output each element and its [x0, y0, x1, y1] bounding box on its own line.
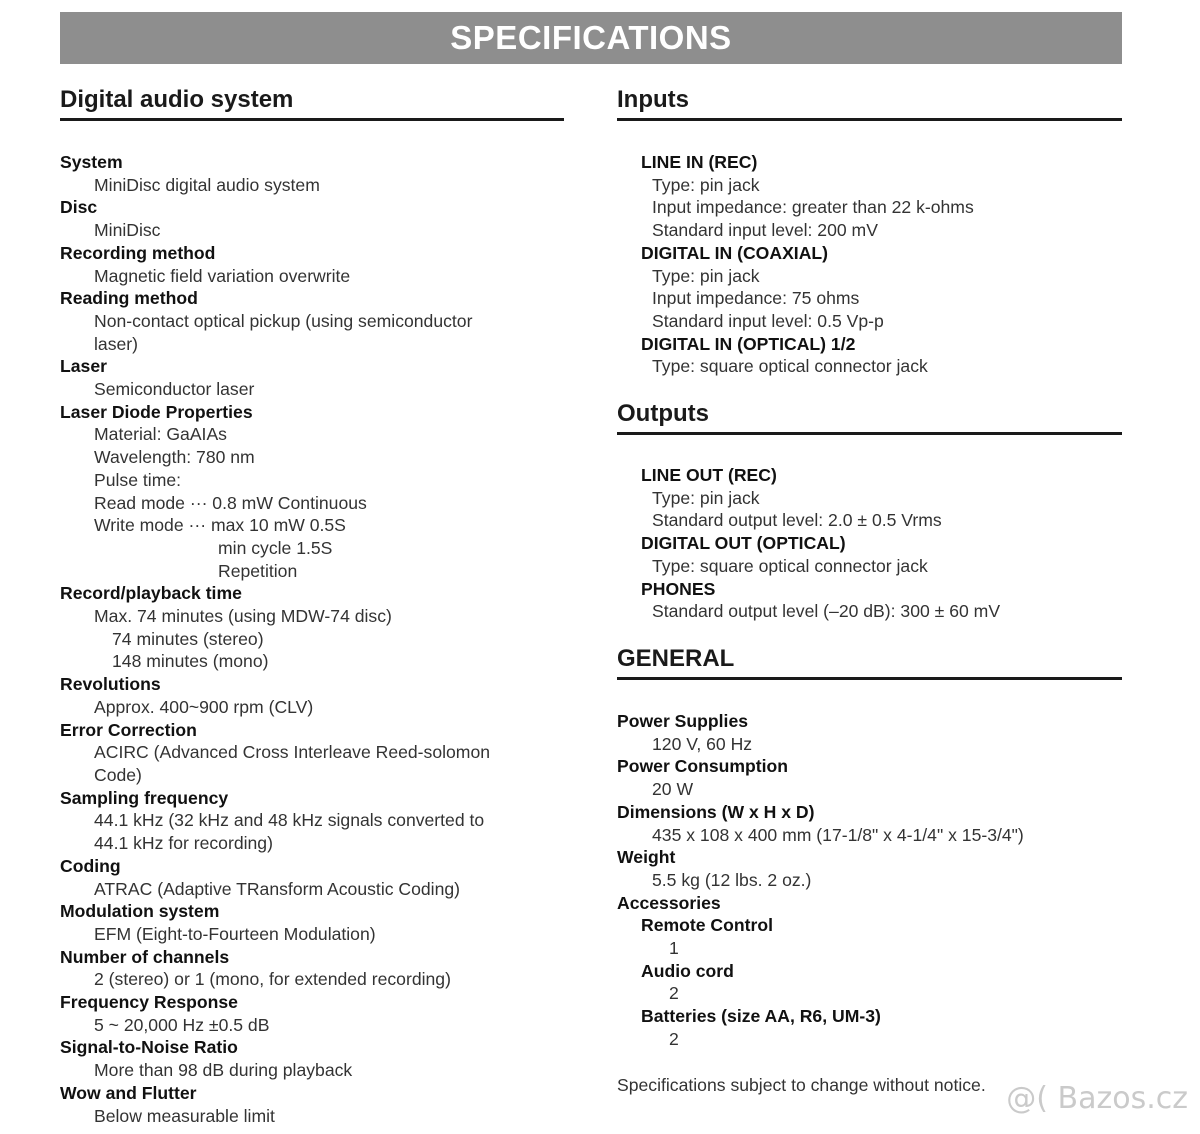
spec-value: ATRAC (Adaptive TRansform Acoustic Coding): [94, 878, 461, 899]
spec-value: Type: pin jack: [652, 174, 760, 195]
spec-label: PHONES: [641, 578, 716, 599]
spec-list-outputs: [617, 464, 1000, 623]
spec-label: Disc: [60, 197, 98, 218]
watermark-logo: @( Bazos.cz: [1006, 1081, 1188, 1116]
section-heading-inputs: Inputs: [617, 86, 1122, 121]
spec-value: Type: pin jack: [652, 487, 760, 508]
spec-value: Pulse time:: [94, 469, 182, 490]
spec-label: Weight: [617, 847, 676, 868]
spec-value: Input impedance: greater than 22 k-ohms: [652, 197, 974, 218]
spec-list-inputs: [617, 151, 974, 378]
spec-value: Repetition: [218, 560, 298, 581]
spec-value: Magnetic field variation overwrite: [94, 265, 351, 286]
spec-value: Material: GaAIAs: [94, 424, 227, 445]
spec-value: 1: [669, 938, 679, 959]
spec-label: Wow and Flutter: [60, 1082, 197, 1103]
spec-label: Number of channels: [60, 946, 230, 967]
spec-label: Laser Diode Properties: [60, 401, 253, 422]
spec-value: EFM (Eight-to-Fourteen Modulation): [94, 923, 376, 944]
spec-value: 2: [669, 1028, 679, 1049]
spec-label: DIGITAL OUT (OPTICAL): [641, 533, 846, 554]
spec-label: Error Correction: [60, 719, 197, 740]
spec-value: ACIRC (Advanced Cross Interleave Reed-solomon: [94, 742, 491, 763]
spec-value: Input impedance: 75 ohms: [652, 288, 860, 309]
spec-value: Code): [94, 764, 142, 785]
footnote: Specifications subject to change without notice.: [617, 1075, 986, 1095]
spec-value: Write mode ··· max 10 mW 0.5S: [94, 515, 346, 536]
spec-value: 435 x 108 x 400 mm (17-1/8" x 4-1/4" x 15-3/4"): [652, 824, 1024, 845]
spec-label: Dimensions (W x H x D): [617, 801, 815, 822]
spec-label: Power Consumption: [617, 756, 789, 777]
spec-value: Standard output level: 2.0 ± 0.5 Vrms: [652, 510, 942, 531]
spec-value: MiniDisc: [94, 220, 161, 241]
spec-label: LINE IN (REC): [641, 152, 758, 172]
spec-value: Semiconductor laser: [94, 379, 255, 400]
spec-value: Below measurable limit: [94, 1105, 275, 1126]
spec-value: laser): [94, 333, 138, 354]
spec-label: Batteries (size AA, R6, UM-3): [641, 1006, 881, 1027]
section-heading-digital-audio: Digital audio system: [60, 86, 564, 121]
spec-label: Audio cord: [641, 960, 734, 981]
spec-value: Standard input level: 200 mV: [652, 220, 878, 241]
spec-label: Laser: [60, 356, 107, 377]
spec-label: Recording method: [60, 242, 216, 263]
spec-label: System: [60, 152, 123, 172]
spec-value: 148 minutes (mono): [112, 651, 269, 672]
spec-value: 120 V, 60 Hz: [652, 733, 753, 754]
spec-label: DIGITAL IN (COAXIAL): [641, 242, 829, 263]
spec-value: More than 98 dB during playback: [94, 1060, 353, 1081]
spec-value: Type: square optical connector jack: [652, 555, 928, 576]
spec-label: Remote Control: [641, 915, 773, 936]
spec-value: 74 minutes (stereo): [112, 628, 264, 649]
spec-label: Frequency Response: [60, 992, 238, 1013]
spec-value: Type: pin jack: [652, 265, 760, 286]
spec-label: Record/playback time: [60, 583, 242, 604]
spec-value: 5.5 kg (12 lbs. 2 oz.): [652, 869, 812, 890]
spec-list-general: [617, 710, 1024, 1051]
spec-value: 2: [669, 983, 679, 1004]
spec-value: min cycle 1.5S: [218, 537, 333, 558]
spec-value: 2 (stereo) or 1 (mono, for extended recording): [94, 969, 451, 990]
spec-label: Revolutions: [60, 674, 161, 695]
spec-label: Coding: [60, 855, 121, 876]
section-heading-outputs: Outputs: [617, 400, 1122, 435]
spec-label: Sampling frequency: [60, 787, 229, 808]
spec-value: Standard input level: 0.5 Vp-p: [652, 310, 884, 331]
spec-value: Approx. 400~900 rpm (CLV): [94, 696, 314, 717]
spec-label: DIGITAL IN (OPTICAL) 1/2: [641, 333, 856, 354]
spec-value: Non-contact optical pickup (using semiconductor: [94, 310, 473, 331]
spec-label: Signal-to-Noise Ratio: [60, 1037, 238, 1058]
spec-label: LINE OUT (REC): [641, 465, 777, 485]
spec-value: Max. 74 minutes (using MDW-74 disc): [94, 606, 392, 627]
spec-value: Standard output level (–20 dB): 300 ± 60 mV: [652, 601, 1001, 622]
section-heading-general: GENERAL: [617, 645, 1122, 680]
spec-label: Modulation system: [60, 901, 220, 922]
spec-value: 44.1 kHz (32 kHz and 48 kHz signals converted to: [94, 810, 485, 831]
spec-value: Wavelength: 780 nm: [94, 447, 255, 468]
spec-label: Reading method: [60, 288, 198, 309]
spec-value: Read mode ··· 0.8 mW Continuous: [94, 492, 367, 513]
page-title: SPECIFICATIONS: [60, 12, 1122, 64]
spec-value: 5 ~ 20,000 Hz ±0.5 dB: [94, 1014, 270, 1035]
spec-label: Accessories: [617, 892, 721, 913]
spec-list-digital-audio: [60, 151, 490, 1127]
spec-value: 44.1 kHz for recording): [94, 833, 273, 854]
spec-value: 20 W: [652, 779, 694, 800]
spec-value: MiniDisc digital audio system: [94, 174, 320, 195]
spec-value: Type: square optical connector jack: [652, 356, 928, 377]
spec-label: Power Supplies: [617, 711, 749, 731]
